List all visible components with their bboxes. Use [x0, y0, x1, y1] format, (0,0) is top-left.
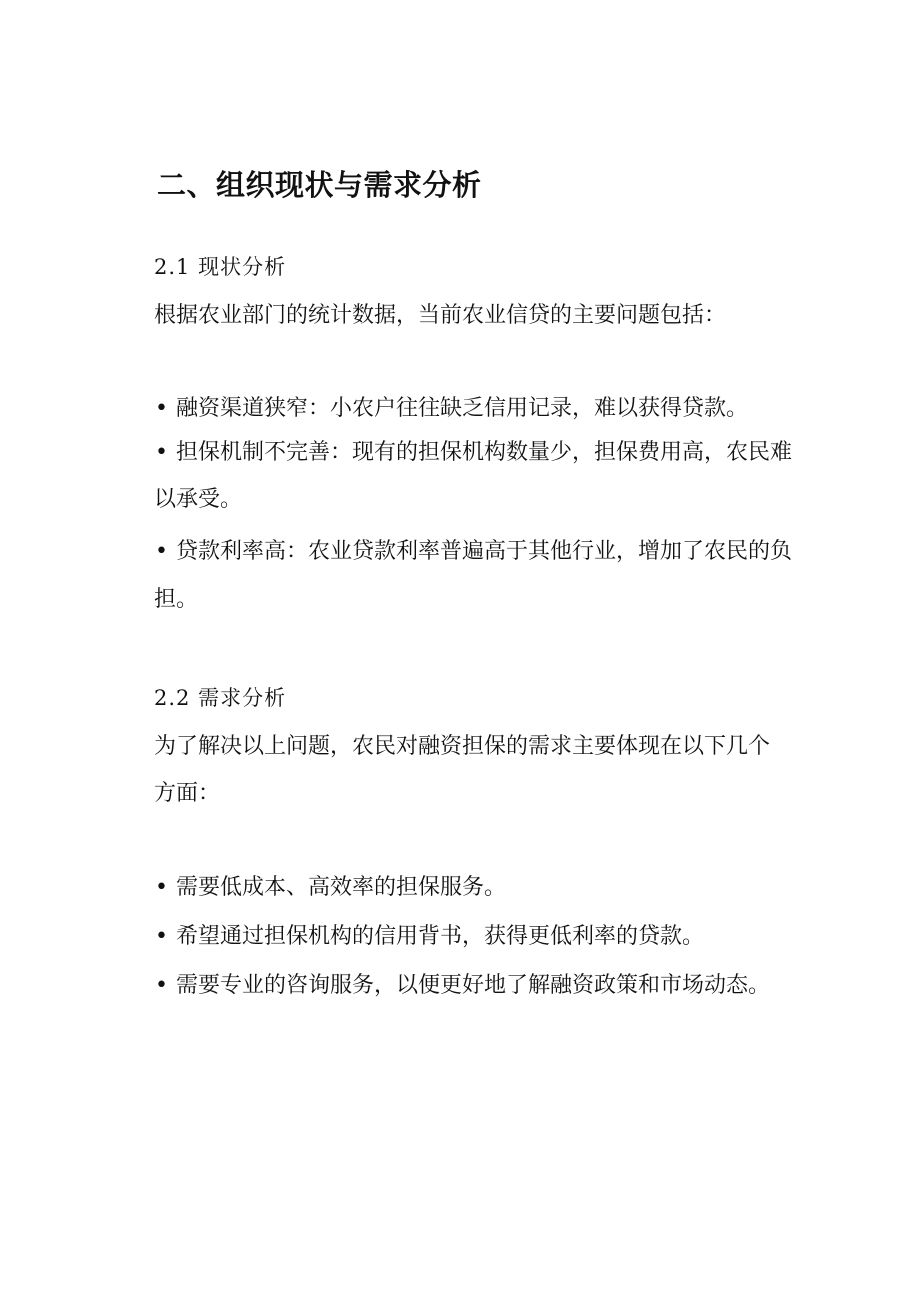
section-2-item-3-line-1: 需要专业的咨询服务，以便更好地了解融资政策和市场动态。	[176, 973, 771, 998]
section-1-item-1-line-1: 融资渠道狭窄：小农户往往缺乏信用记录，难以获得贷款。	[176, 396, 749, 421]
section-2-item-1-line-1: 需要低成本、高效率的担保服务。	[176, 875, 507, 900]
section-1-item-3-line-1: 贷款利率高：农业贷款利率普遍高于其他行业，增加了农民的负	[176, 539, 793, 564]
bullet-icon: •	[155, 396, 168, 421]
bullet-icon: •	[155, 875, 168, 900]
section-1-item-3-line-2: 担。	[154, 587, 199, 612]
bullet-icon: •	[155, 973, 168, 998]
bullet-icon: •	[155, 539, 168, 564]
section-2-intro-line-1: 为了解决以上问题，农民对融资担保的需求主要体现在以下几个	[154, 734, 771, 759]
section-heading-2-1: 2.1 现状分析	[154, 255, 287, 279]
bullet-icon: •	[155, 924, 168, 949]
section-1-item-2-line-1: 担保机制不完善：现有的担保机构数量少，担保费用高，农民难	[176, 440, 793, 465]
chapter-title: 二、组织现状与需求分析	[157, 168, 482, 202]
bullet-icon: •	[155, 440, 168, 465]
section-1-intro: 根据农业部门的统计数据，当前农业信贷的主要问题包括：	[154, 303, 727, 328]
section-1-item-2-line-2: 以承受。	[154, 487, 243, 512]
section-heading-2-2: 2.2 需求分析	[154, 686, 287, 710]
section-2-item-2-line-1: 希望通过担保机构的信用背书，获得更低利率的贷款。	[176, 924, 705, 949]
section-2-intro-line-2: 方面：	[154, 781, 221, 806]
